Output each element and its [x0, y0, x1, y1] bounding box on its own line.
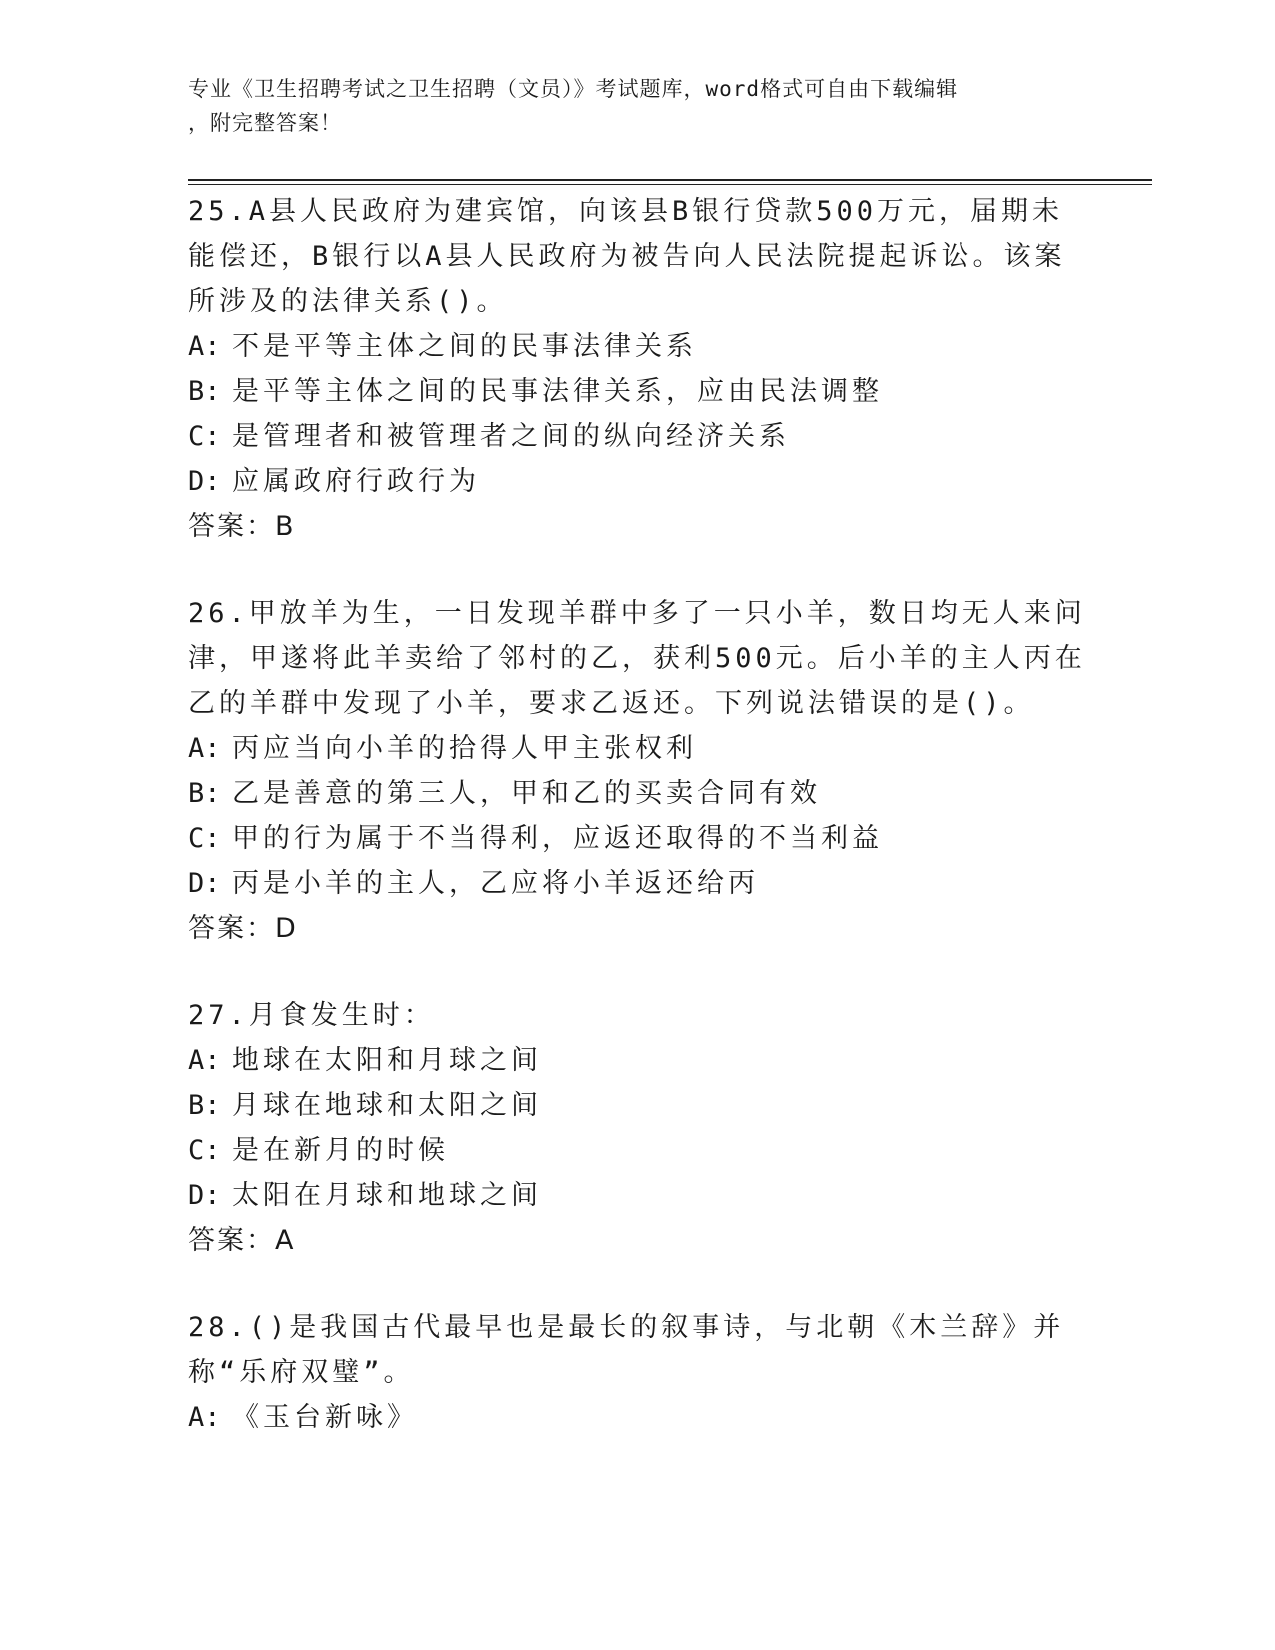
question-28	[188, 1305, 1088, 1440]
option-letter: C:	[188, 823, 221, 854]
question-list	[188, 189, 1088, 1482]
question-stem: 26.甲放羊为生，一日发现羊群中多了一只小羊，数日均无人来问津，甲遂将此羊卖给了邻村的乙，获利500元。后小羊的主人丙在乙的羊群中发现了小羊，要求乙返还。下列说法错误的是()。	[188, 598, 1086, 719]
option-text: 月球在地球和太阳之间	[232, 1090, 542, 1121]
option-text: 《玉台新咏》	[232, 1402, 418, 1433]
option-d	[188, 1173, 1088, 1218]
option-text: 是管理者和被管理者之间的纵向经济关系	[232, 421, 790, 452]
option-text: 乙是善意的第三人，甲和乙的买卖合同有效	[232, 778, 821, 809]
option-text: 甲的行为属于不当得利，应返还取得的不当利益	[232, 823, 883, 854]
document-header	[188, 72, 1078, 140]
option-text: 应属政府行政行为	[232, 466, 480, 497]
option-d	[188, 861, 1088, 906]
option-a	[188, 1395, 1088, 1440]
option-c	[188, 816, 1088, 861]
option-letter: D:	[188, 868, 221, 899]
option-text: 丙是小羊的主人，乙应将小羊返还给丙	[232, 868, 759, 899]
option-c	[188, 1128, 1088, 1173]
option-letter: A:	[188, 1045, 221, 1076]
header-line-2: ，附完整答案！	[188, 111, 342, 135]
question-25	[188, 189, 1088, 549]
option-b	[188, 369, 1088, 414]
answer-line: 答案：A	[188, 1225, 296, 1256]
option-c	[188, 414, 1088, 459]
option-text: 不是平等主体之间的民事法律关系	[232, 331, 697, 362]
option-text: 是平等主体之间的民事法律关系，应由民法调整	[232, 376, 883, 407]
option-text: 丙应当向小羊的拾得人甲主张权利	[232, 733, 697, 764]
question-27	[188, 993, 1088, 1263]
option-letter: C:	[188, 421, 221, 452]
header-divider-thick	[188, 179, 1152, 181]
option-text: 地球在太阳和月球之间	[232, 1045, 542, 1076]
header-line-1: 专业《卫生招聘考试之卫生招聘（文员）》考试题库，word格式可自由下载编辑	[188, 77, 959, 101]
answer-line: 答案：D	[188, 913, 298, 944]
question-stem: 28.()是我国古代最早也是最长的叙事诗，与北朝《木兰辞》并称“乐府双璧”。	[188, 1312, 1065, 1388]
header-divider-thin	[188, 184, 1152, 185]
option-a	[188, 1038, 1088, 1083]
option-b	[188, 771, 1088, 816]
option-d	[188, 459, 1088, 504]
option-a	[188, 324, 1088, 369]
option-letter: D:	[188, 1180, 221, 1211]
option-letter: B:	[188, 1090, 221, 1121]
option-letter: A:	[188, 331, 221, 362]
option-letter: C:	[188, 1135, 221, 1166]
option-letter: B:	[188, 376, 221, 407]
option-a	[188, 726, 1088, 771]
option-letter: B:	[188, 778, 221, 809]
option-b	[188, 1083, 1088, 1128]
option-text: 是在新月的时候	[232, 1135, 449, 1166]
option-letter: A:	[188, 1402, 221, 1433]
option-text: 太阳在月球和地球之间	[232, 1180, 542, 1211]
question-stem: 27.月食发生时：	[188, 1000, 435, 1031]
question-26	[188, 591, 1088, 951]
option-letter: D:	[188, 466, 221, 497]
option-letter: A:	[188, 733, 221, 764]
question-stem: 25.A县人民政府为建宾馆，向该县B银行贷款500万元，届期未能偿还，B银行以A县人民政府为被告向人民法院提起诉讼。该案所涉及的法律关系()。	[188, 196, 1066, 317]
answer-line: 答案：B	[188, 511, 296, 542]
